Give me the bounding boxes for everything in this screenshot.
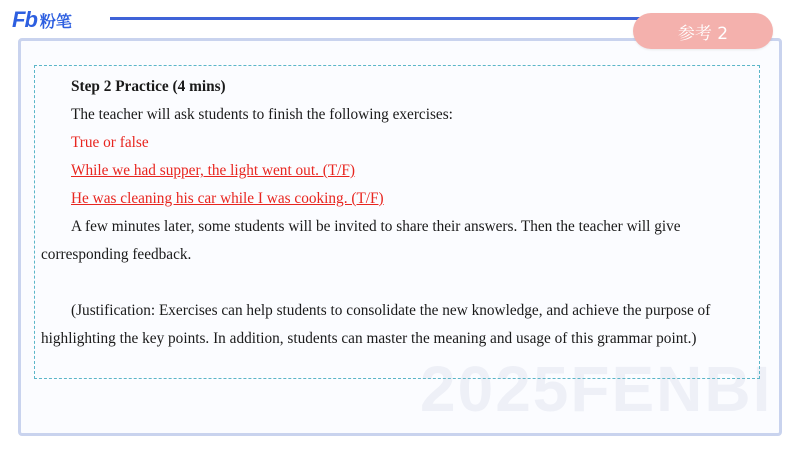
spacer bbox=[41, 269, 759, 297]
content-box bbox=[34, 65, 760, 379]
exercise-item: While we had supper, the light went out. (T/F) bbox=[71, 162, 356, 179]
step-heading: Step 2 Practice (4 mins) bbox=[71, 78, 226, 95]
exercise-title: True or false bbox=[71, 134, 149, 151]
reference-badge: 参考 2 bbox=[633, 13, 773, 49]
followup-text: A few minutes later, some students will be invited to share their answers. Then the teacher will give corresponding feedback. bbox=[41, 218, 681, 263]
fenbi-logo bbox=[12, 6, 72, 34]
top-accent-bar bbox=[110, 17, 650, 20]
exercise-item: He was cleaning his car while I was cooking. (T/F) bbox=[71, 190, 384, 207]
logo-mark: Fb bbox=[12, 7, 37, 32]
logo-text: 粉笔 bbox=[39, 11, 72, 31]
intro-text: The teacher will ask students to finish the following exercises: bbox=[71, 106, 453, 123]
watermark: 2025FENBI bbox=[420, 353, 773, 425]
justification-text: (Justification: Exercises can help students to consolidate the new knowledge, and achieve the purpose of highlighting the key points. In addition, students can master the meaning and usage of this grammar point.) bbox=[41, 302, 711, 347]
